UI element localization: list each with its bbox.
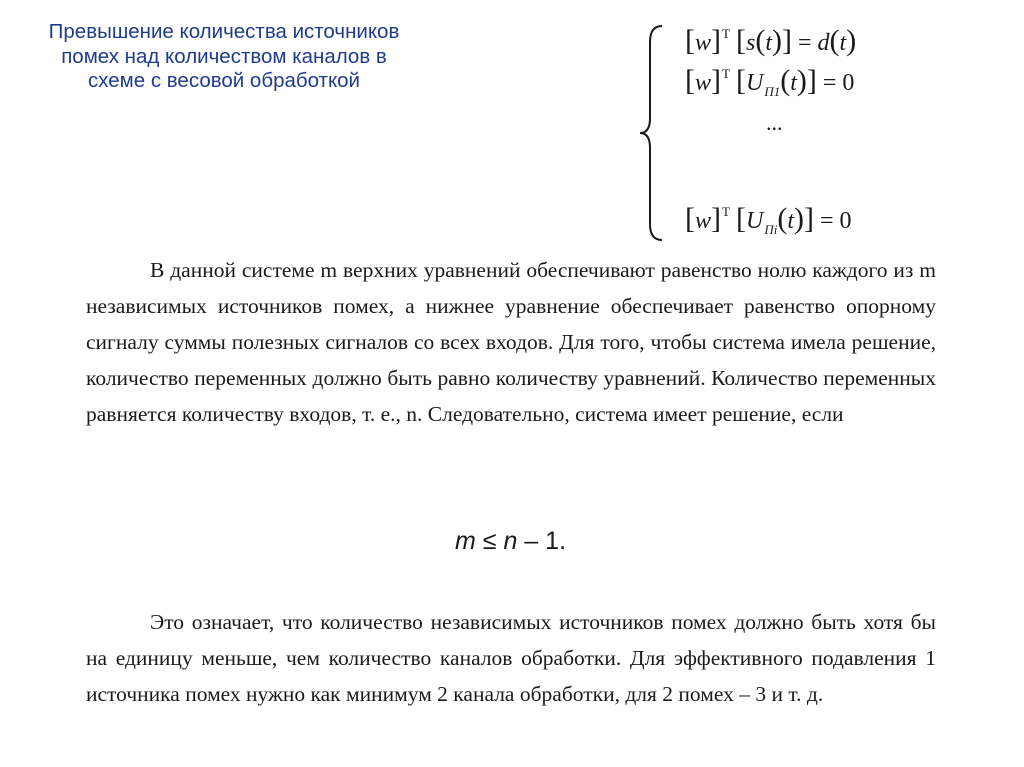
equation-2: $[w]^T$ $[U_{П1}(t)] = 0$	[685, 64, 855, 99]
curly-brace-icon	[636, 22, 682, 244]
equation-1: $[w]^T$ [s(t)] = d(t)	[685, 24, 857, 57]
equation-3: $[w]^T$ $[U_{Пi}(t)] = 0$	[685, 202, 852, 237]
body-paragraph-2: Это означает, что количество независимых источников помех должно быть хотя бы на единицу меньше, чем количество каналов обработки. Для эффективного подавления 1 источника помех нужно как минимум 2 канала обработки, для 2 помех – 3 и т. д.	[86, 610, 936, 706]
equation-ellipsis: ...	[766, 110, 783, 135]
slide-title: Превышение количества источников помех над количеством каналов в схеме с весовой обработкой	[48, 20, 400, 92]
body-paragraph-2-container	[86, 604, 936, 712]
inequality-formula: m ≤ n – 1.	[455, 527, 567, 555]
body-paragraph-1: В данной системе m верхних уравнений обеспечивают равенство нолю каждого из m независимых источников помех, а нижнее уравнение обеспечивает равенство опорному сигналу суммы полезных сигналов со всех входов. Для того, чтобы система имела решение, количество переменных должно быть равно количеству уравнений. Количество переменных равняется количеству входов, т. е., n. Следовательно, система имеет решение, если	[86, 258, 936, 426]
body-paragraph-1-container	[86, 252, 936, 432]
equation-system	[636, 22, 896, 244]
